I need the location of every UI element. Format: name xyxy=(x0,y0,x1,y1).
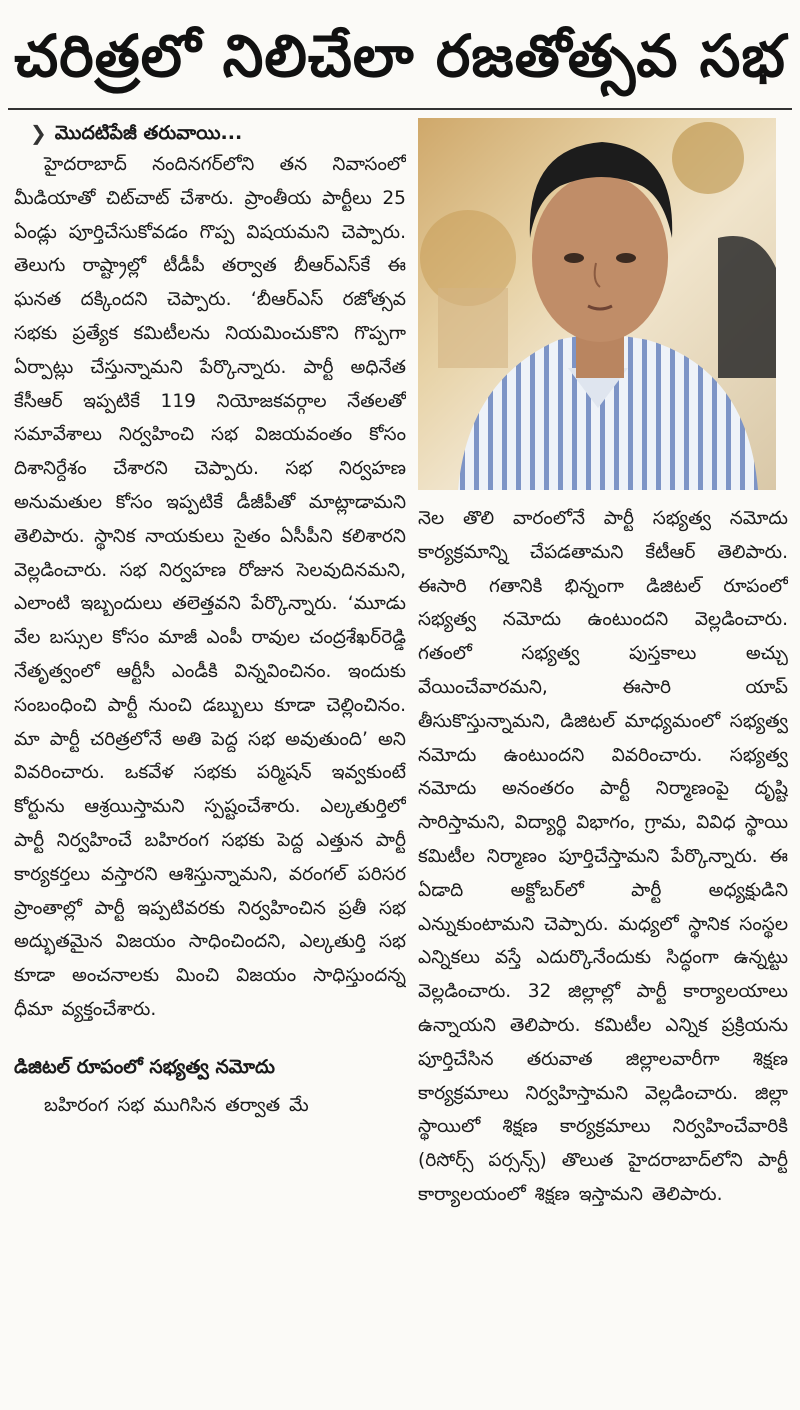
portrait-illustration xyxy=(418,118,776,490)
article-body-left: హైదరాబాద్ నందినగర్‌లోని తన నివాసంలో మీడియాతో చిట్‌చాట్ చేశారు. ప్రాంతీయ పార్టీలు 25 ఏండ్లు పూర్తిచేసుకోవడం గొప్ప విషయమని చెప్పారు. తెలుగు రాష్ట్రాల్లో టీడీపీ తర్వాత బీఆర్‌ఎస్‌కే ఈ ఘనత దక్కిందని చెప్పారు. ‘బీఆర్‌ఎస్ రజోత్సవ సభకు ప్రత్యేక కమిటీలను నియమించుకొని గొప్పగా ఏర్పాట్లు చేస్తున్నామని పేర్కొన్నారు. పార్టీ అధినేత కేసీఆర్ ఇప్పటికే 119 నియోజకవర్గాల నేతలతో సమావేశాలు నిర్వహించి సభ విజయవంతం కోసం దిశానిర్దేశం చేశారని చెప్పారు. సభ నిర్వహణ అనుమతుల కోసం ఇప్పటికే డీజీపీతో మాట్లాడామని తెలిపారు. స్థానిక నాయకులు సైతం ఏసీపీని కలిశారని వెల్లడించారు. సభ నిర్వహణ రోజున సెలవుదినమని, ఎలాంటి ఇబ్బందులు తలెత్తవని పేర్కొన్నారు. ‘మూడు వేల బస్సుల కోసం మాజీ ఎంపీ రావుల చంద్రశేఖర్‌రెడ్డి నేతృత్వంలో ఆర్టీసీ ఎండీకి విన్నవించినం. ఇందుకు సంబంధించి పార్టీ నుంచి డబ్బులు కూడా చెల్లించినం. మా పార్టీ చరిత్రలోనే అతి పెద్ద సభ అవుతుంది’ అని వివరించారు. ఒకవేళ సభకు పర్మిషన్ ఇవ్వకుంటే కోర్టును ఆశ్రయిస్తామని స్పష్టంచేశారు. ఎల్కతుర్తిలో పార్టీ నిర్వహించే బహిరంగ సభకు పెద్ద ఎత్తున పార్టీ కార్యకర్తలు వస్తారని ఆశిస్తున్నామని, వరంగల్ పరిసర ప్రాంతాల్లో పార్టీ ఇప్పటివరకు నిర్వహించిన ప్రతీ సభ అద్భుతమైన విజయం సాధించిందని, ఎల్కతుర్తి సభ కూడా అంచనాలకు మించి విజయం సాధిస్తుందన్న ధీమా వ్యక్తంచేశారు. xyxy=(14,154,406,1020)
continuation-link[interactable] xyxy=(14,118,406,148)
headline-rule xyxy=(8,108,792,110)
article-body-right: నెల తొలి వారంలోనే పార్టీ సభ్యత్వ నమోదు కార్యక్రమాన్ని చేపడతామని కేటీఆర్ తెలిపారు. ఈసారి గతానికి భిన్నంగా డిజిటల్ రూపంలో సభ్యత్వ నమోదు ఉంటుందని వెల్లడించారు. గతంలో సభ్యత్వ పుస్తకాలు అచ్చు వేయించేవారమని, ఈసారి యాప్ తీసుకొస్తున్నామని, డిజిటల్ మాధ్యమంలో సభ్యత్వ నమోదు ఉంటుందని వివరించారు. సభ్యత్వ నమోదు అనంతరం పార్టీ నిర్మాణంపై దృష్టి సారిస్తామని, విద్యార్థి విభాగం, గ్రామ, వివిధ స్థాయి కమిటీల నిర్మాణం పూర్తిచేస్తామని పేర్కొన్నారు. ఈ ఏడాది అక్టోబర్‌లో పార్టీ అధ్యక్షుడిని ఎన్నుకుంటామని చెప్పారు. మధ్యలో స్థానిక సంస్థల ఎన్నికలు వస్తే ఎదుర్కొనేందుకు సిద్ధంగా ఉన్నట్టు వెల్లడించారు. 32 జిల్లాల్లో పార్టీ కార్యాలయాలు ఉన్నాయని తెలిపారు. కమిటీల ఎన్నిక ప్రక్రియను పూర్తిచేసిన తరువాత జిల్లాలవారీగా శిక్షణ కార్యక్రమాలు నిర్వహిస్తామని వెల్లడించారు. జిల్లా స్థాయిలో శిక్షణ కార్యక్రమాలు నిర్వహించేవారికి (రిసోర్స్ పర్సన్స్) తొలుత హైదరాబాద్‌లోని పార్టీ కార్యాలయంలో శిక్షణ ఇస్తామని తెలిపారు. xyxy=(418,508,788,1205)
continuation-label: మొదటిపేజీ తరువాయి... xyxy=(54,122,243,144)
left-column xyxy=(14,118,406,1403)
article-body-left-tail: బహిరంగ సభ ముగిసిన తర్వాత మే xyxy=(44,1094,309,1116)
article-photo xyxy=(418,118,776,490)
headline: చరిత్రలో నిలిచేలా రజతోత్సవ సభ xyxy=(14,22,786,90)
chevron-right-icon: ❯ xyxy=(30,121,47,145)
right-column xyxy=(418,118,788,1403)
subheading: డిజిటల్ రూపంలో సభ్యత్వ నమోదు xyxy=(14,1055,275,1078)
